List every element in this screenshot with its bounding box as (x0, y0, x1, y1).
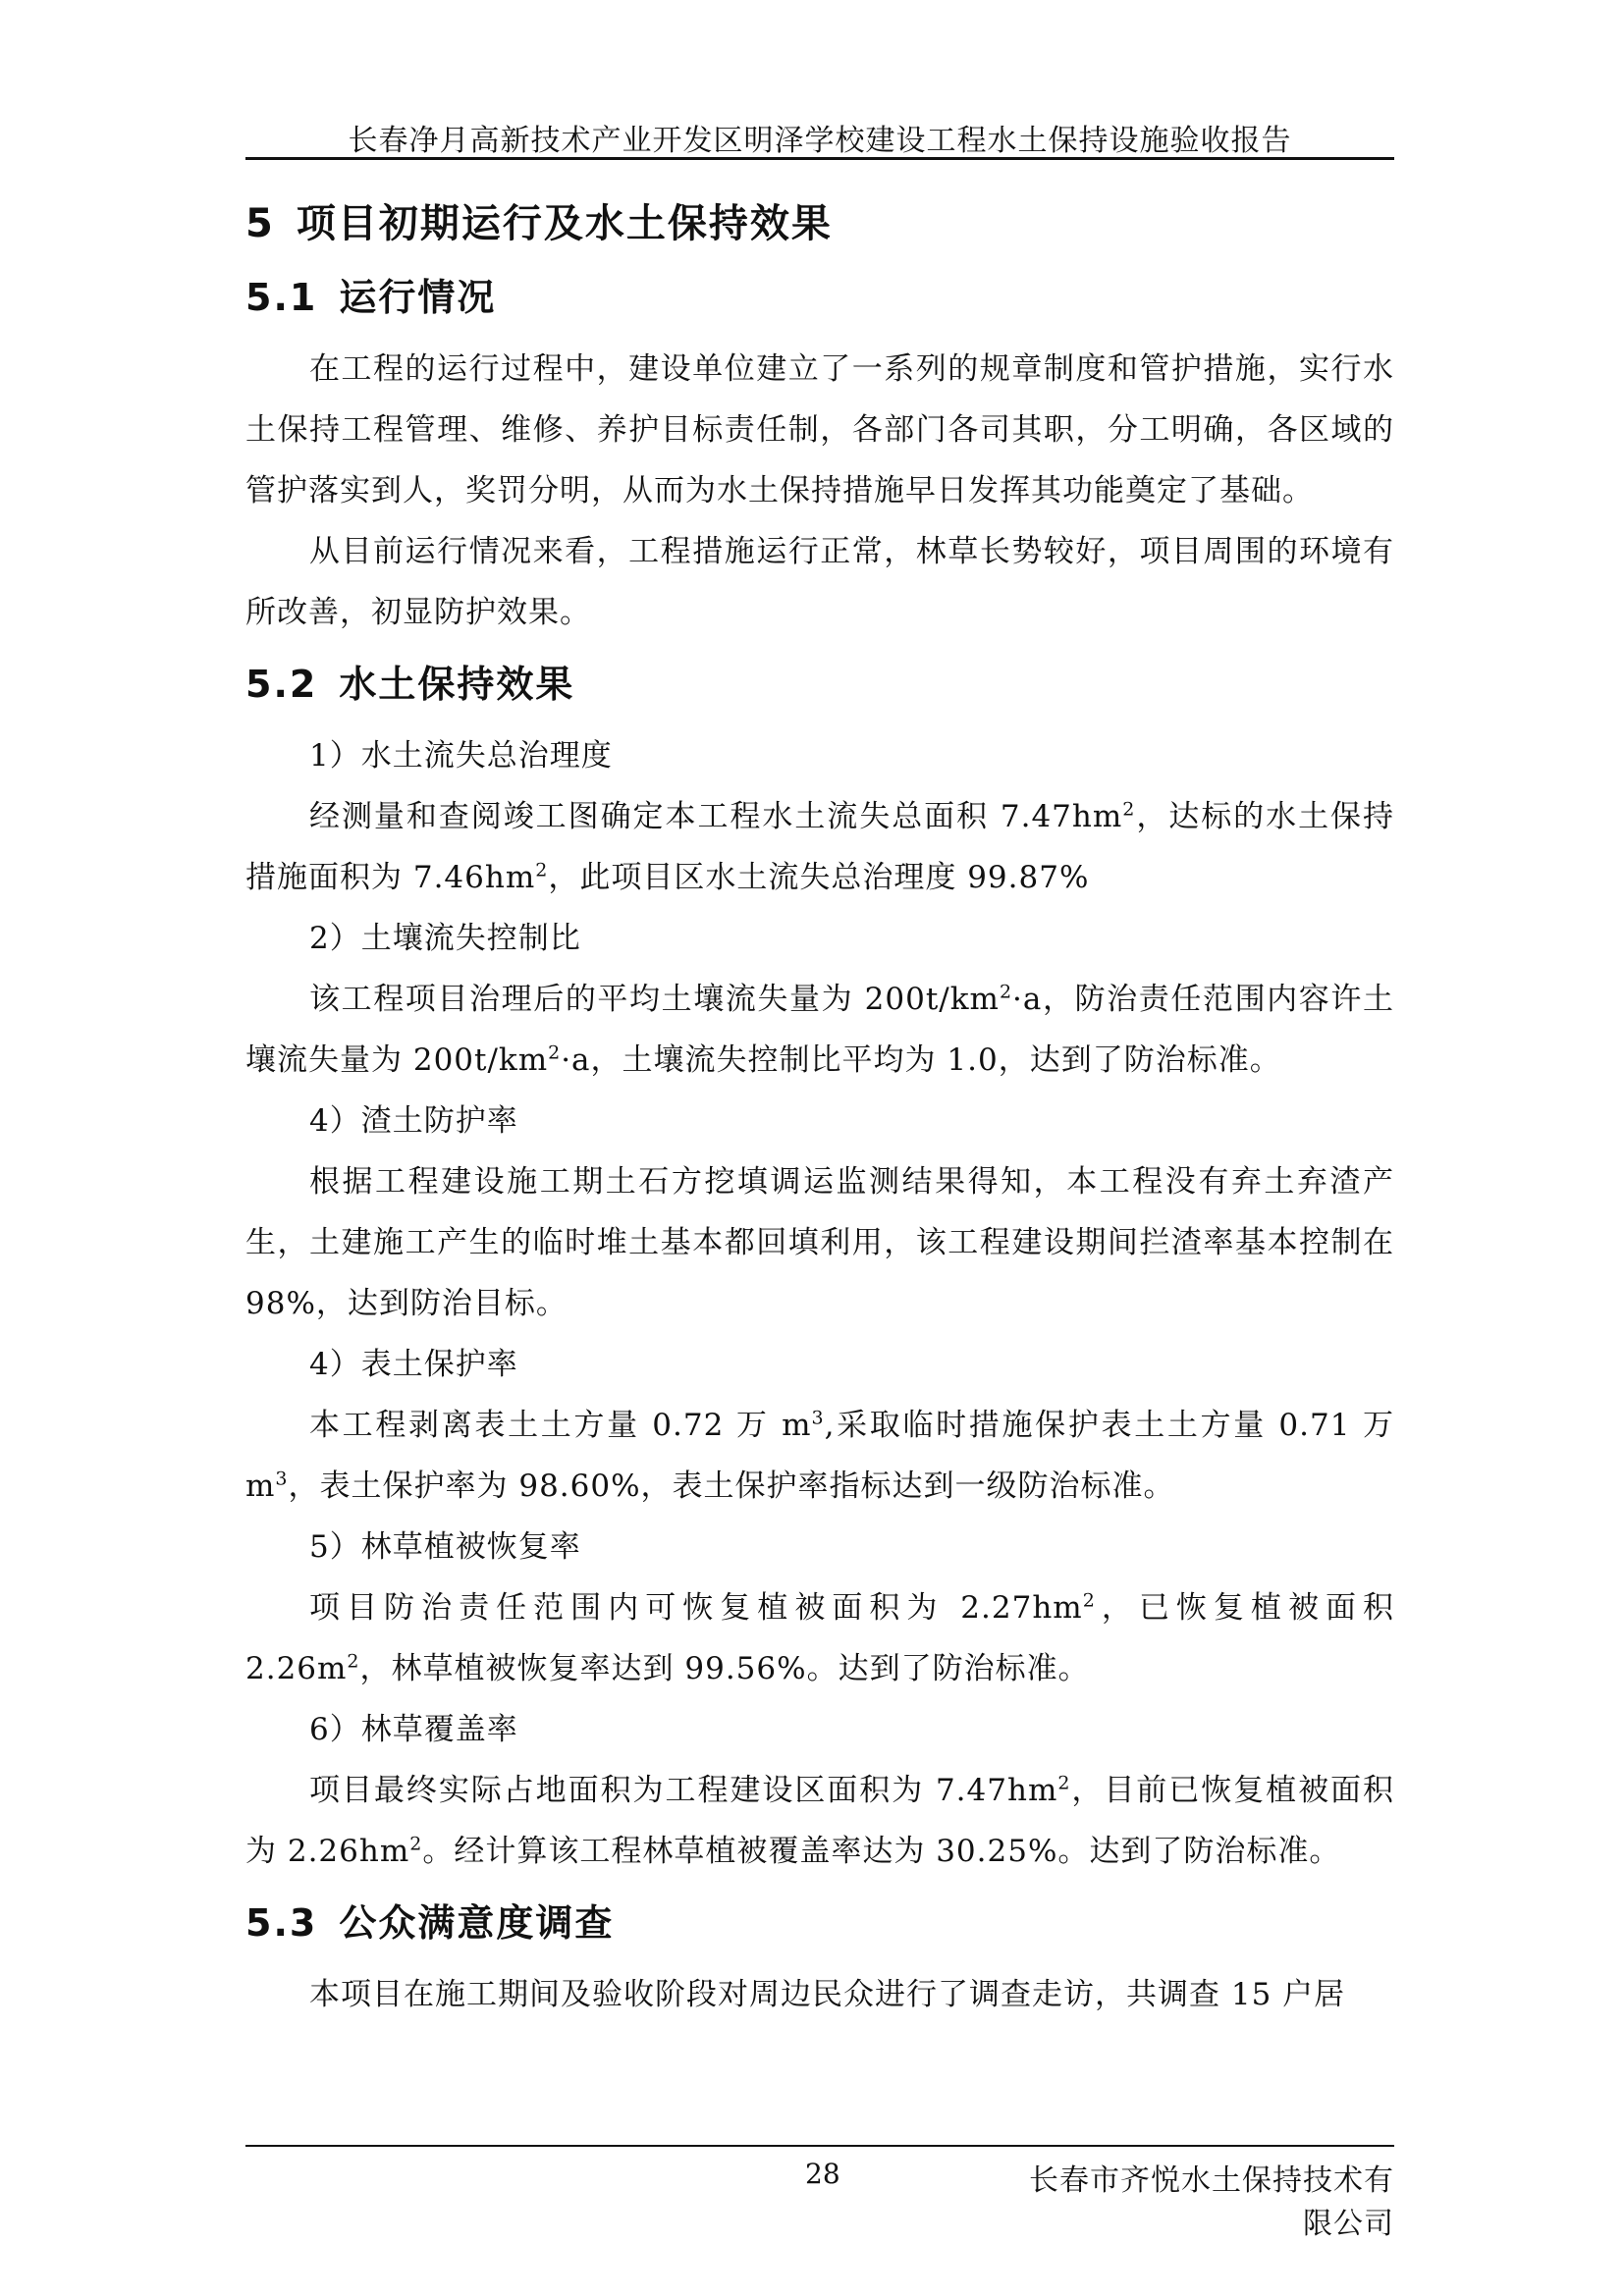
chapter-title: 项目初期运行及水土保持效果 (296, 201, 833, 246)
superscript: 2 (535, 859, 549, 881)
section-number: 5.2 (245, 663, 318, 706)
section-heading-5-3 (245, 1882, 1394, 1964)
superscript: 2 (347, 1650, 360, 1673)
paragraph-erosion-control: 经测量和查阅竣工图确定本工程水土流失总面积 $7.47hm^2$，达标的水土保持措施面积为 $7.46hm^2$，此项目区水土流失总治理度 99.87% (245, 798, 1395, 895)
superscript: 2 (1122, 798, 1136, 821)
item-heading-soil-loss-ratio: 2）土壤流失控制比 (309, 921, 581, 956)
paragraph-vegetation-restoration: 项目防治责任范围内可恢复植被面积为 $2.27hm^2$，已恢复植被面积 $2.26m^2$，林草植被恢复率达到 99.56%。达到了防治标准。 (245, 1589, 1394, 1686)
section-number: 5.3 (245, 1901, 318, 1945)
paragraph-vegetation-coverage: 项目最终实际占地面积为工程建设区面积为 $7.47hm^2$，目前已恢复植被面积为 $2.26hm^2$。经计算该工程林草植被覆盖率达为 30.25%。达到了防治标准。 (245, 1772, 1394, 1869)
paragraph-public-survey: 本项目在施工期间及验收阶段对周边民众进行了调查走访，共调查 15 户居 (309, 1977, 1346, 2012)
superscript: 2 (1057, 1772, 1071, 1794)
section-title: 公众满意度调查 (339, 1901, 615, 1945)
section-heading-5-2 (245, 643, 1394, 725)
chapter-number: 5 (245, 201, 275, 246)
section-title: 运行情况 (339, 276, 497, 319)
paragraph-operation-status: 从目前运行情况来看，工程措施运行正常，林草长势较好，项目周围的环境有所改善，初显防护效果。 (245, 534, 1394, 630)
section-title: 水土保持效果 (339, 663, 575, 706)
section-heading-5-1 (245, 256, 1394, 339)
paragraph-spoil-protection: 根据工程建设施工期土石方挖填调运监测结果得知，本工程没有弃土弃渣产生，土建施工产生的临时堆土基本都回填利用，该工程建设期间拦渣率基本控制在 98%，达到防治目标。 (245, 1164, 1394, 1321)
paragraph-soil-loss-ratio: 该工程项目治理后的平均土壤流失量为 $200t/km^2\cdot a$，防治责任范围内容许土壤流失量为 $200t/km^2\cdot a$，土壤流失控制比平均为 1.0，达到了防治标准。 (245, 981, 1394, 1078)
superscript: 3 (275, 1468, 289, 1490)
item-heading-spoil-protection: 4）渣土防护率 (309, 1103, 518, 1139)
item-heading-vegetation-coverage: 6）林草覆盖率 (309, 1712, 518, 1747)
item-heading-vegetation-restoration: 5）林草植被恢复率 (309, 1529, 581, 1565)
superscript: 2 (409, 1833, 423, 1855)
superscript: 3 (811, 1407, 825, 1429)
footer-rule (245, 2145, 1394, 2147)
header-rule (245, 157, 1394, 160)
paragraph-operation-management: 在工程的运行过程中，建设单位建立了一系列的规章制度和管护措施，实行水土保持工程管理、维修、养护目标责任制，各部门各司其职，分工明确，各区域的管护落实到人，奖罚分明，从而为水土保持措施早日发挥其功能奠定了基础。 (245, 351, 1394, 508)
superscript: 2 (999, 981, 1013, 1003)
superscript: 2 (1082, 1589, 1096, 1612)
footer-company: 长春市齐悦水土保持技术有限公司 (1029, 2163, 1394, 2241)
item-heading-erosion-control: 1）水土流失总治理度 (309, 738, 613, 774)
section-number: 5.1 (245, 276, 318, 319)
running-header: 长春净月高新技术产业开发区明泽学校建设工程水土保持设施验收报告 (348, 124, 1292, 158)
page-content (245, 191, 1394, 2025)
item-heading-topsoil-protection: 4）表土保护率 (309, 1347, 518, 1382)
chapter-heading (245, 191, 1394, 256)
superscript: 2 (548, 1041, 562, 1064)
page-number: 28 (805, 2158, 840, 2190)
paragraph-topsoil-protection: 本工程剥离表土土方量 0.72 万 $m^3$,采取临时措施保护表土土方量 0.71 万 $m^3$，表土保护率为 98.60%，表土保护率指标达到一级防治标准。 (245, 1407, 1394, 1504)
